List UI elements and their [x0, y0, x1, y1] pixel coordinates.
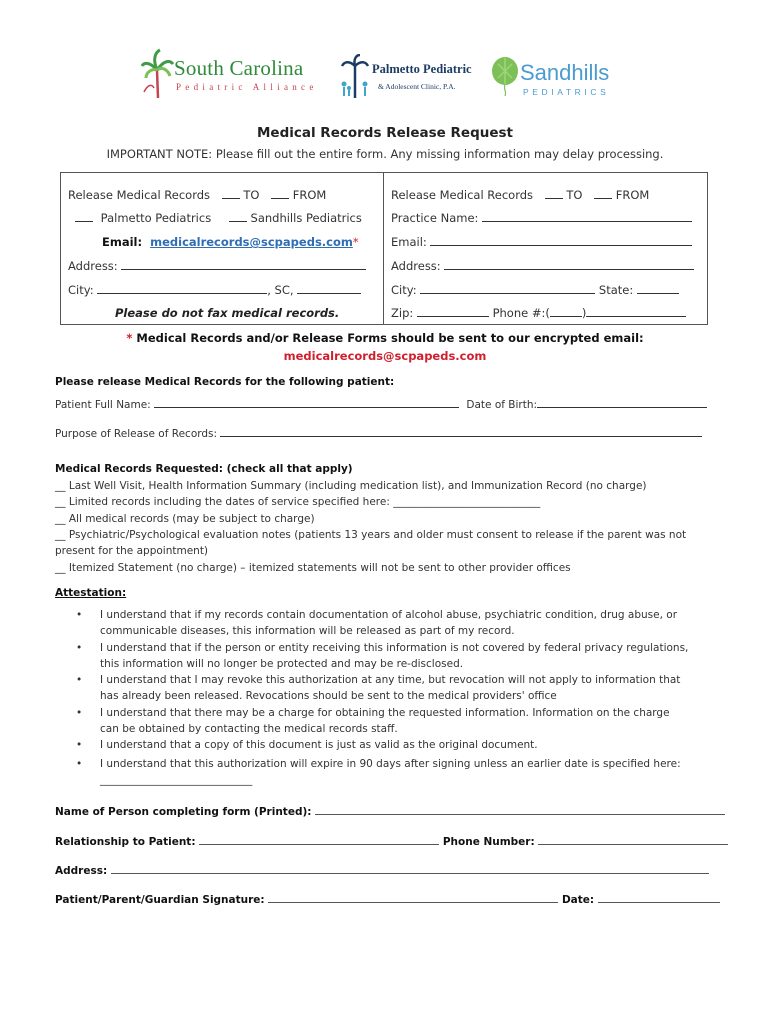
- logo-pp-main: Palmetto Pediatric: [372, 62, 472, 76]
- left-city-row: [68, 283, 361, 297]
- dob-field[interactable]: [537, 407, 707, 408]
- signature-field[interactable]: [268, 902, 558, 903]
- bullet-icon: •: [76, 674, 83, 686]
- logo-sc-main: South Carolina: [174, 56, 304, 80]
- records-heading: Medical Records Requested: (check all that apply): [55, 463, 353, 475]
- right-address-row: [391, 259, 694, 273]
- right-zip-label: Zip:: [391, 306, 414, 320]
- palmetto-blank[interactable]: [75, 221, 93, 222]
- records-item[interactable]: __ Limited records including the dates of service specified here: ____________________________: [55, 496, 541, 508]
- box-divider: [383, 173, 384, 324]
- right-from-label: FROM: [615, 188, 650, 202]
- right-area-code-field[interactable]: [550, 316, 582, 317]
- bullet-icon: •: [76, 707, 83, 719]
- logo-palmetto-pediatric: [338, 54, 478, 102]
- attestation-line: this information will no longer be protected and may be re-disclosed.: [100, 658, 464, 670]
- page-title: Medical Records Release Request: [256, 125, 513, 141]
- practice-name-field[interactable]: [482, 221, 692, 222]
- right-zip-field[interactable]: [417, 316, 489, 317]
- records-item-continued: present for the appointment): [55, 545, 209, 557]
- right-phone-label: Phone #:(: [492, 306, 550, 320]
- records-item[interactable]: __ Itemized Statement (no charge) – itemized statements will not be sent to other provider offices: [55, 562, 571, 574]
- attestation-line: I understand that a copy of this document is just as valid as the original document.: [100, 739, 538, 751]
- attestation-line: communicable diseases, this information will be released as part of my record.: [100, 625, 515, 637]
- purpose-label: Purpose of Release of Records:: [55, 428, 218, 440]
- attestation-line: I understand that this authorization will expire in 90 days after signing unless an earlier date is specified here:: [100, 758, 681, 770]
- right-email-row: [391, 235, 692, 249]
- right-release-label: Release Medical Records: [391, 188, 534, 202]
- right-city-label: City:: [391, 283, 417, 297]
- left-email-star: *: [352, 235, 359, 249]
- patient-name-row: [55, 399, 707, 411]
- attestation-heading: Attestation:: [55, 587, 127, 599]
- signature-row: [55, 894, 720, 906]
- right-city-row: [391, 283, 679, 297]
- right-address-label: Address:: [391, 259, 441, 273]
- left-practice-row: [75, 211, 362, 225]
- attestation-line: can be obtained by contacting the medical records staff.: [100, 723, 398, 735]
- relationship-row: [55, 836, 728, 848]
- left-to-label: TO: [243, 188, 260, 202]
- right-practice-row: [391, 211, 692, 225]
- records-item[interactable]: __ Psychiatric/Psychological evaluation notes (patients 13 years and older must consent to release if the parent was not: [55, 529, 687, 541]
- name-printed-row: [55, 806, 725, 818]
- left-city-field[interactable]: [97, 293, 267, 294]
- encrypted-note: [0, 331, 770, 345]
- right-zip-row: [391, 306, 686, 320]
- phone-number-field[interactable]: [538, 844, 728, 845]
- address-field[interactable]: [111, 873, 709, 874]
- name-printed-label: Name of Person completing form (Printed):: [55, 806, 312, 818]
- right-to-label: TO: [566, 188, 583, 202]
- release-box: [60, 172, 708, 325]
- name-printed-field[interactable]: [315, 814, 725, 815]
- signature-label: Patient/Parent/Guardian Signature:: [55, 894, 265, 906]
- attestation-line: has already been released. Revocations should be sent to the medical providers' office: [100, 690, 557, 702]
- sandhills-blank[interactable]: [229, 221, 247, 222]
- palmetto-family-icon: [338, 54, 372, 100]
- encrypted-email[interactable]: medicalrecords@scpapeds.com: [283, 349, 487, 363]
- logo-sh-sub: PEDIATRICS: [523, 87, 610, 97]
- records-item[interactable]: __ All medical records (may be subject to charge): [55, 513, 315, 525]
- address-row: [55, 865, 709, 877]
- left-email-row: [102, 235, 359, 249]
- right-address-field[interactable]: [444, 269, 694, 270]
- bullet-icon: •: [76, 739, 83, 751]
- relationship-label: Relationship to Patient:: [55, 836, 196, 848]
- logo-sandhills-pediatrics: [490, 56, 640, 102]
- left-to-blank[interactable]: [222, 198, 240, 199]
- patient-name-field[interactable]: [154, 407, 459, 408]
- attestation-line: I understand that I may revoke this authorization at any time, but revocation will not apply to information that: [100, 674, 681, 686]
- attestation-line: I understand that there may be a charge for obtaining the requested information. Information on the charge: [100, 707, 670, 719]
- relationship-field[interactable]: [199, 844, 439, 845]
- patient-heading: Please release Medical Records for the following patient:: [55, 376, 395, 388]
- left-sc-label: , SC,: [267, 283, 294, 297]
- practice-name-label: Practice Name:: [391, 211, 479, 225]
- right-release-row: [391, 188, 649, 202]
- right-city-field[interactable]: [420, 293, 595, 294]
- left-from-label: FROM: [292, 188, 327, 202]
- attestation-line: I understand that if my records contain documentation of alcohol abuse, psychiatric condition, drug abuse, or: [100, 609, 678, 621]
- patient-name-label: Patient Full Name:: [55, 399, 151, 411]
- balloon-icon: [490, 56, 520, 96]
- attestation-line: I understand that if the person or entity receiving this information is not covered by federal privacy regulations,: [100, 642, 689, 654]
- left-zip-field[interactable]: [297, 293, 361, 294]
- encrypted-star: *: [126, 331, 133, 345]
- left-from-blank[interactable]: [271, 198, 289, 199]
- bullet-icon: •: [76, 642, 83, 654]
- expiry-date-field[interactable]: _____________________________: [100, 774, 253, 786]
- left-email-label: Email:: [102, 235, 143, 249]
- date-label: Date:: [561, 894, 595, 906]
- palmetto-label: Palmetto Pediatrics: [100, 211, 212, 225]
- left-address-label: Address:: [68, 259, 118, 273]
- right-state-field[interactable]: [637, 293, 679, 294]
- palm-tree-icon: [140, 48, 174, 100]
- right-to-blank[interactable]: [545, 198, 563, 199]
- no-fax-note: Please do not fax medical records.: [115, 306, 340, 320]
- left-release-row: [68, 188, 326, 202]
- important-note: IMPORTANT NOTE: Please fill out the entire form. Any missing information may delay processing.: [106, 147, 664, 161]
- encrypted-note-text: Medical Records and/or Release Forms should be sent to our encrypted email:: [136, 331, 644, 345]
- dob-label: Date of Birth:: [466, 399, 538, 411]
- phone-number-label: Phone Number:: [442, 836, 535, 848]
- left-address-row: [68, 259, 366, 273]
- records-item[interactable]: __ Last Well Visit, Health Information Summary (including medication list), and Immunization Record (no charge): [55, 480, 647, 492]
- address-label: Address:: [55, 865, 108, 877]
- logo-sc-sub: Pediatric Alliance: [176, 82, 318, 92]
- left-city-label: City:: [68, 283, 94, 297]
- right-email-field[interactable]: [430, 245, 692, 246]
- left-address-field[interactable]: [121, 269, 366, 270]
- logo-sh-main: Sandhills: [520, 60, 610, 85]
- bullet-icon: •: [76, 758, 83, 770]
- sandhills-label: Sandhills Pediatrics: [250, 211, 362, 225]
- logo-sc-pediatric-alliance: [140, 48, 320, 100]
- logo-pp-sub: & Adolescent Clinic, P.A.: [378, 82, 456, 91]
- right-phone-field[interactable]: [586, 316, 686, 317]
- left-release-label: Release Medical Records: [68, 188, 211, 202]
- right-state-label: State:: [598, 283, 634, 297]
- purpose-field[interactable]: [220, 436, 702, 437]
- bullet-icon: •: [76, 609, 83, 621]
- right-from-blank[interactable]: [594, 198, 612, 199]
- date-field[interactable]: [598, 902, 720, 903]
- right-email-label: Email:: [391, 235, 427, 249]
- left-email-link[interactable]: medicalrecords@scpapeds.com: [150, 235, 353, 249]
- right-phone-close: ): [581, 306, 587, 320]
- purpose-row: [55, 428, 702, 440]
